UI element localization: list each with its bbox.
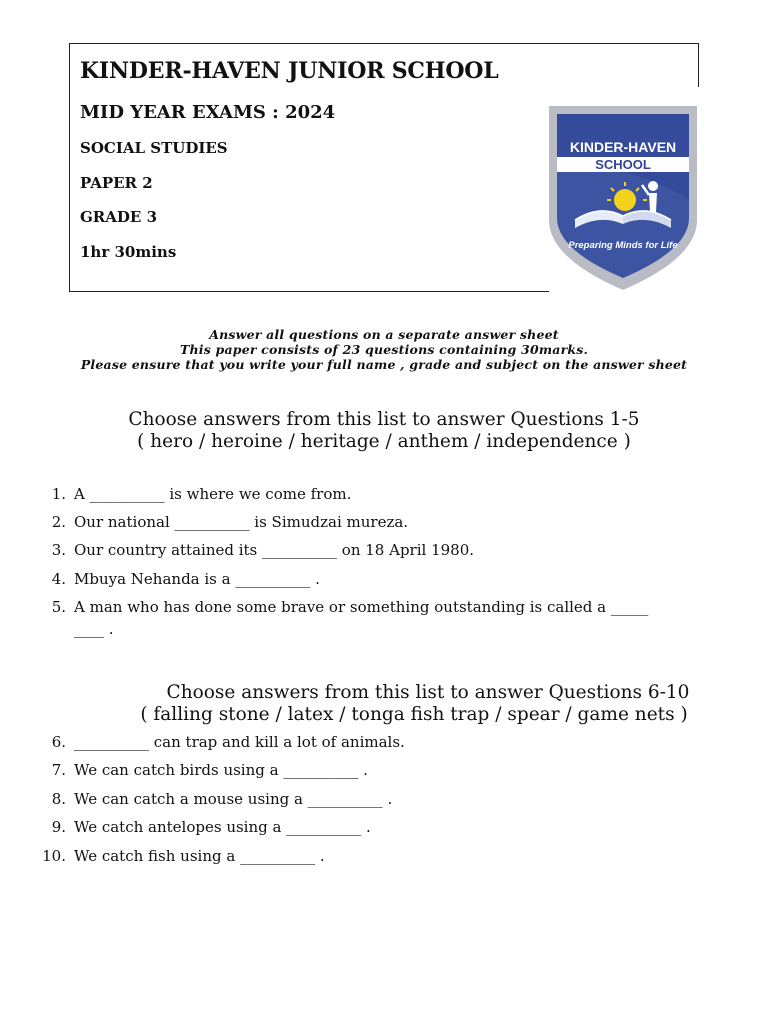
logo-line2: SCHOOL: [595, 157, 651, 172]
question-number: 8.: [51, 790, 66, 808]
section2-heading: Choose answers from this list to answer Questions 6-10: [166, 682, 690, 703]
grade: GRADE 3: [80, 208, 158, 226]
question-number: 4.: [51, 570, 66, 588]
question-text: Our country attained its __________ on 18 April 1980.: [74, 541, 475, 559]
question-number: 9.: [51, 818, 66, 836]
question-number: 7.: [51, 761, 66, 779]
question-text: A __________ is where we come from.: [74, 485, 352, 503]
question-text: __________ can trap and kill a lot of animals.: [74, 733, 405, 751]
section1-options: ( hero / heroine / heritage / anthem / independence ): [137, 431, 631, 452]
school-logo: [545, 100, 701, 292]
instructions: [0, 327, 768, 372]
question-number: 3.: [51, 541, 66, 559]
question-text: A man who has done some brave or something outstanding is called a _____: [74, 598, 649, 616]
question-text: We catch antelopes using a __________ .: [74, 818, 371, 836]
subject: SOCIAL STUDIES: [80, 139, 228, 157]
logo-line1: KINDER-HAVEN: [569, 139, 677, 155]
question-text: ____ .: [74, 620, 114, 638]
duration: 1hr 30mins: [80, 243, 177, 261]
question-text: We catch fish using a __________ .: [74, 847, 325, 865]
header-box-right-border: [698, 43, 699, 87]
section2-options: ( falling stone / latex / tonga fish trap / spear / game nets ): [140, 704, 688, 725]
logo-motto: Preparing Minds for Life: [568, 240, 678, 251]
paper: PAPER 2: [80, 174, 153, 192]
exam-title: MID YEAR EXAMS : 2024: [80, 102, 336, 123]
section1-heading: Choose answers from this list to answer Questions 1-5: [128, 409, 640, 430]
question-number: 6.: [51, 733, 66, 751]
header-box-bottom-border: [69, 291, 549, 292]
instruction-line: Please ensure that you write your full name , grade and subject on the answer sheet: [80, 357, 688, 372]
question-number: 1.: [51, 485, 66, 503]
question-text: We can catch birds using a __________ .: [74, 761, 368, 779]
instruction-line: Answer all questions on a separate answer sheet: [209, 327, 559, 342]
question-number: 5.: [51, 598, 66, 616]
school-name: KINDER-HAVEN JUNIOR SCHOOL: [80, 58, 499, 84]
question-text: Mbuya Nehanda is a __________ .: [74, 570, 320, 588]
question-text: We can catch a mouse using a __________ .: [74, 790, 393, 808]
question-text: Our national __________ is Simudzai mureza.: [74, 513, 409, 531]
instruction-line: This paper consists of 23 questions containing 30marks.: [179, 342, 589, 357]
question-number: 2.: [51, 513, 66, 531]
question-number: 10.: [42, 847, 66, 865]
